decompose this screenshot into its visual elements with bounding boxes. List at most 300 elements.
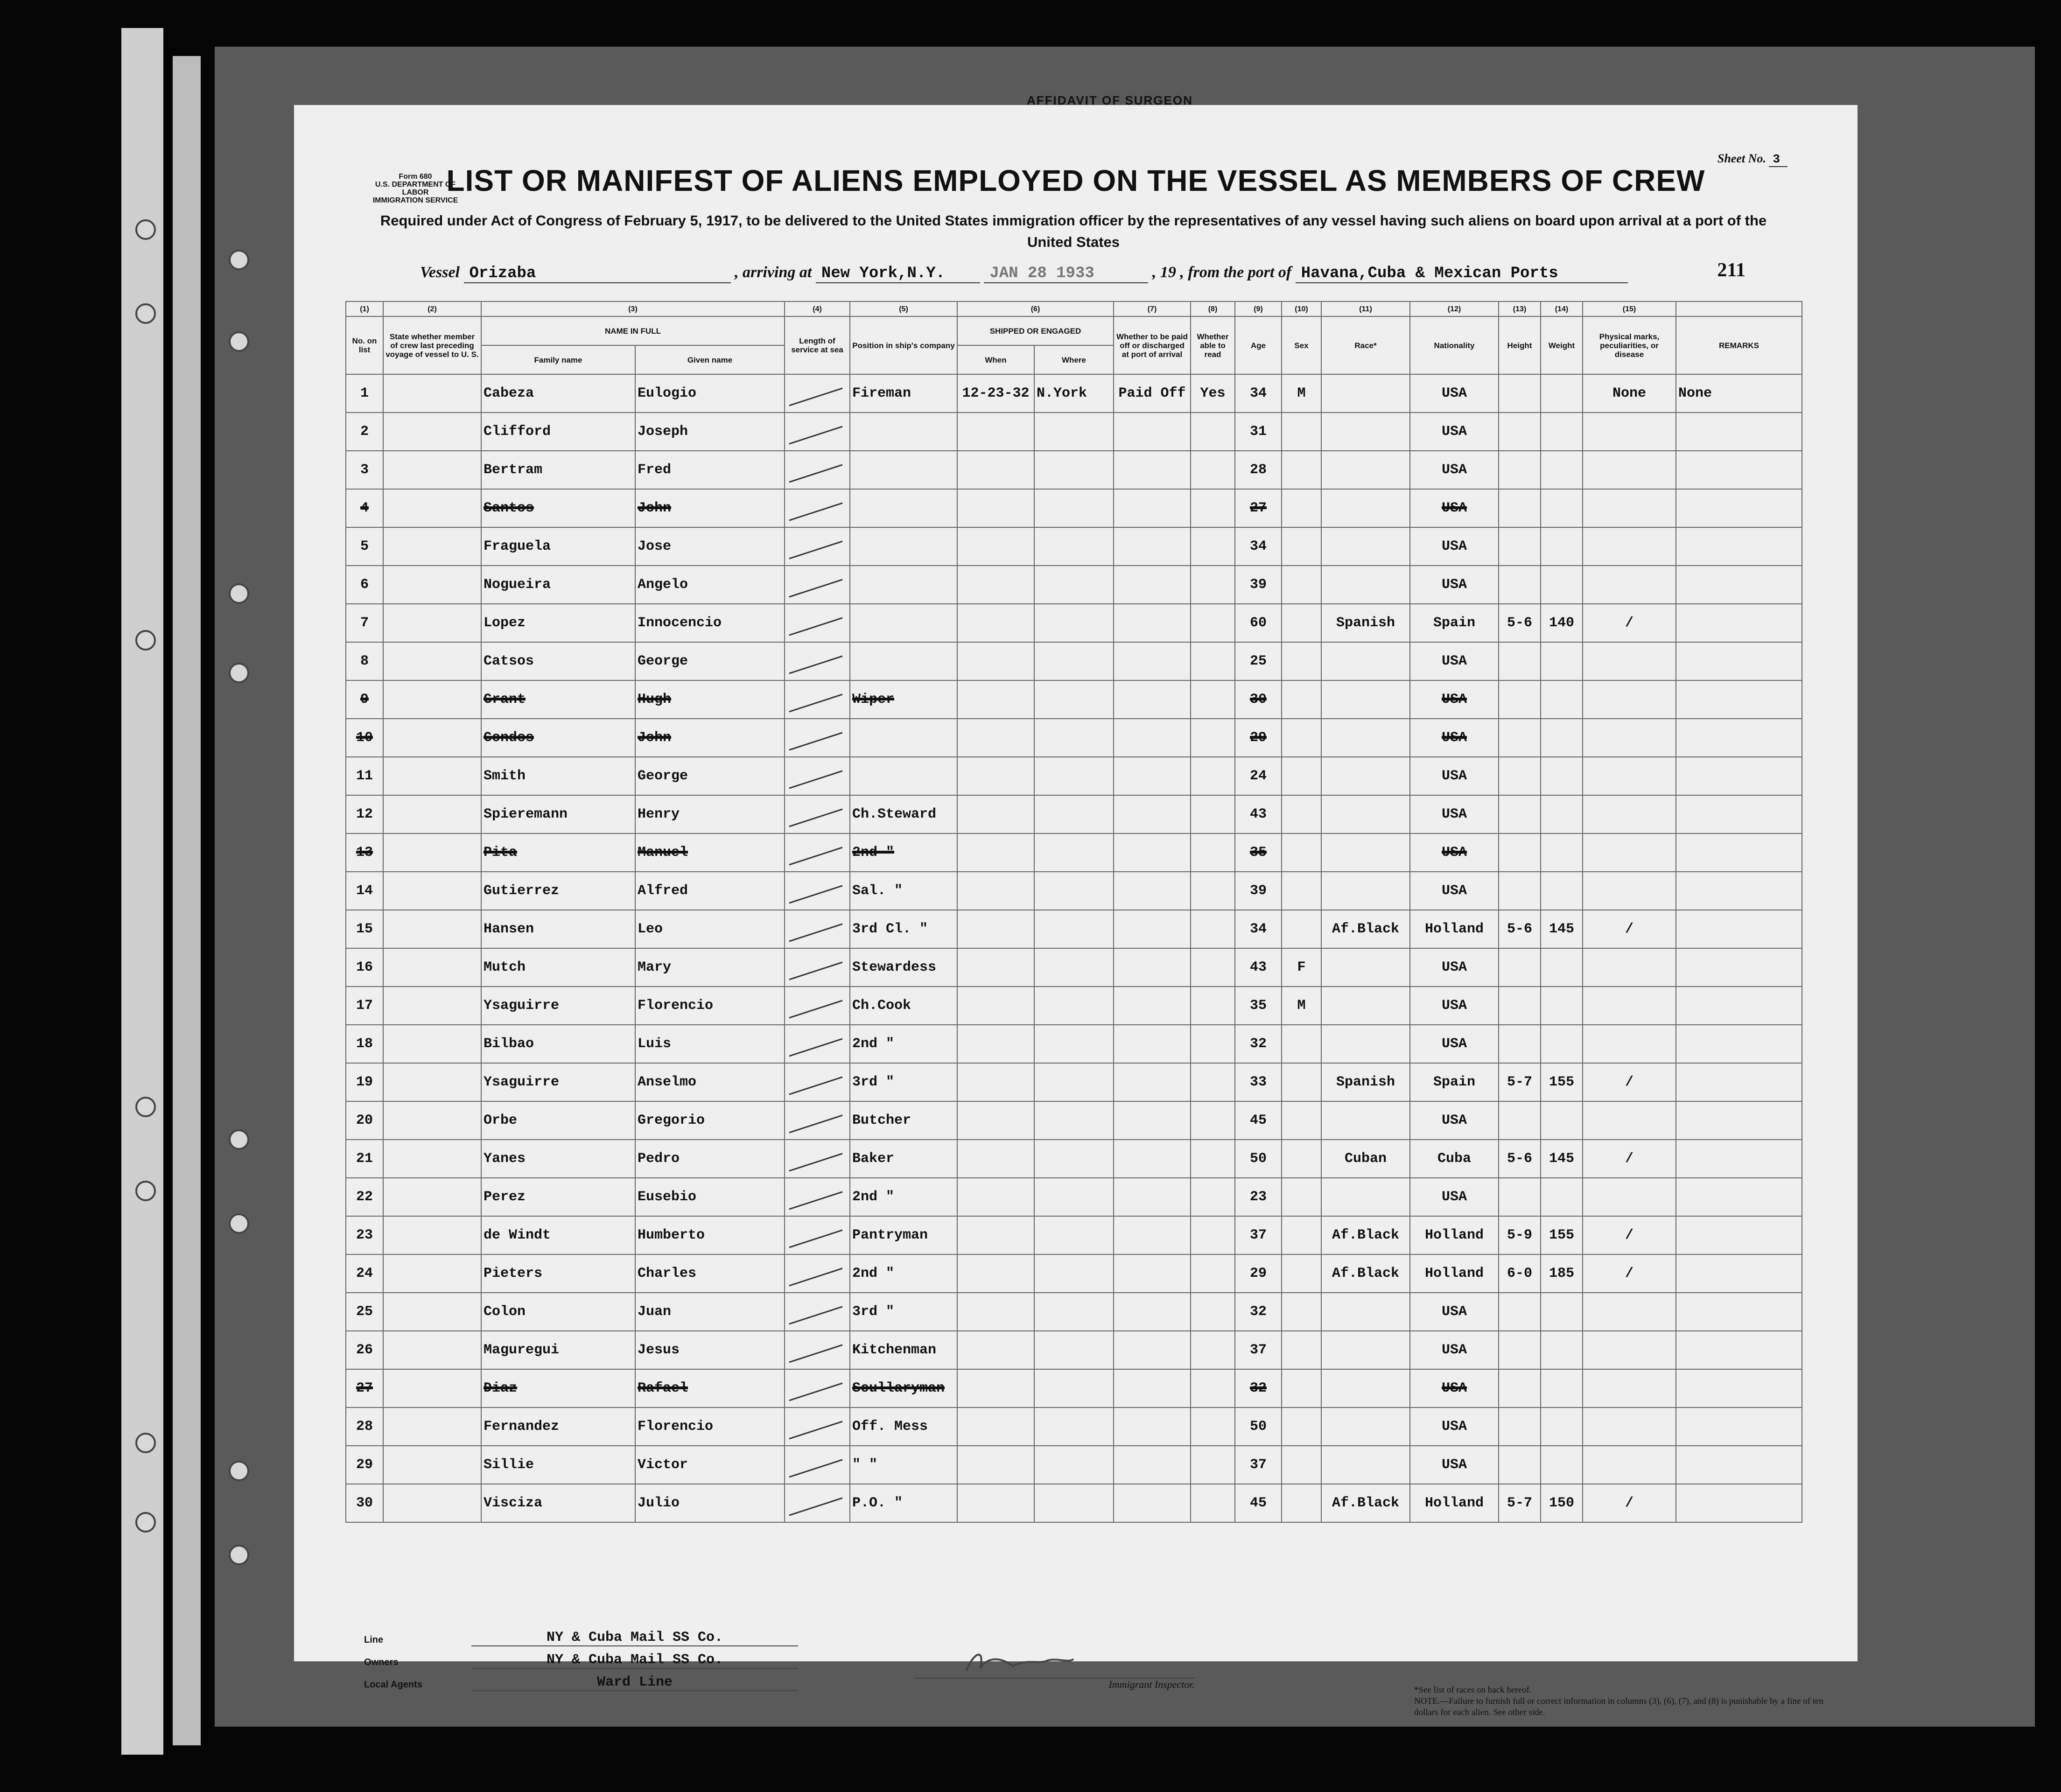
arriving-label: , arriving at <box>735 264 812 281</box>
form-number: Form 680 <box>399 173 432 181</box>
paid-off <box>1114 489 1191 527</box>
shipped-when <box>957 1484 1034 1522</box>
able-to-read <box>1191 1101 1235 1140</box>
sex: F <box>1282 948 1321 987</box>
length-of-service <box>785 987 850 1025</box>
given-name: Florencio <box>635 1407 785 1446</box>
remarks <box>1676 1216 1802 1254</box>
physical-marks <box>1583 987 1676 1025</box>
weight <box>1541 1101 1583 1140</box>
able-to-read <box>1191 872 1235 910</box>
able-to-read <box>1191 719 1235 757</box>
able-to-read <box>1191 1025 1235 1063</box>
affidavit-heading: AFFIDAVIT OF SURGEON <box>1027 93 1193 107</box>
state-cell <box>383 833 481 872</box>
position: Off. Mess <box>850 1407 957 1446</box>
length-of-service <box>785 413 850 451</box>
physical-marks <box>1583 833 1676 872</box>
length-of-service <box>785 604 850 642</box>
position <box>850 719 957 757</box>
race <box>1321 1369 1410 1407</box>
height <box>1499 413 1541 451</box>
shipped-when <box>957 910 1034 948</box>
shipped-where <box>1034 1407 1114 1446</box>
race <box>1321 527 1410 566</box>
length-of-service <box>785 566 850 604</box>
remarks <box>1676 1484 1802 1522</box>
table-row <box>346 527 1802 566</box>
age: 45 <box>1235 1484 1282 1522</box>
age: 29 <box>1235 719 1282 757</box>
nationality: USA <box>1410 872 1499 910</box>
age: 37 <box>1235 1216 1282 1254</box>
length-of-service <box>785 795 850 833</box>
length-of-service <box>785 1369 850 1407</box>
physical-marks <box>1583 1331 1676 1369</box>
remarks <box>1676 1254 1802 1293</box>
weight <box>1541 719 1583 757</box>
header-race: Race* <box>1321 316 1410 374</box>
family-name: Nogueira <box>481 566 635 604</box>
age: 29 <box>1235 1254 1282 1293</box>
family-name: Sillie <box>481 1446 635 1484</box>
sex <box>1282 872 1321 910</box>
nationality: USA <box>1410 1331 1499 1369</box>
given-name: Luis <box>635 1025 785 1063</box>
paid-off <box>1114 987 1191 1025</box>
state-cell <box>383 872 481 910</box>
length-of-service <box>785 872 850 910</box>
shipped-when <box>957 795 1034 833</box>
length-of-service <box>785 527 850 566</box>
family-name: Gutierrez <box>481 872 635 910</box>
service-name: IMMIGRATION SERVICE <box>372 196 458 204</box>
position: Baker <box>850 1140 957 1178</box>
shipped-when <box>957 566 1034 604</box>
sex <box>1282 604 1321 642</box>
state-cell <box>383 1484 481 1522</box>
position: Fireman <box>850 374 957 413</box>
table-row <box>346 795 1802 833</box>
length-of-service <box>785 757 850 795</box>
position: 2nd " <box>850 1025 957 1063</box>
physical-marks <box>1583 527 1676 566</box>
able-to-read <box>1191 948 1235 987</box>
table-row <box>346 604 1802 642</box>
header-sex: Sex <box>1282 316 1321 374</box>
family-name: Lopez <box>481 604 635 642</box>
weight <box>1541 1369 1583 1407</box>
shipped-when <box>957 1407 1034 1446</box>
paid-off <box>1114 1293 1191 1331</box>
age: 28 <box>1235 451 1282 489</box>
age: 43 <box>1235 795 1282 833</box>
given-name: Victor <box>635 1446 785 1484</box>
paid-off <box>1114 1369 1191 1407</box>
sex <box>1282 1025 1321 1063</box>
age: 37 <box>1235 1331 1282 1369</box>
table-row <box>346 1484 1802 1522</box>
table-row <box>346 1140 1802 1178</box>
race <box>1321 374 1410 413</box>
remarks <box>1676 604 1802 642</box>
shipped-when <box>957 680 1034 719</box>
remarks <box>1676 1293 1802 1331</box>
binder-hole <box>135 1433 156 1453</box>
shipped-where <box>1034 795 1114 833</box>
table-row <box>346 1063 1802 1101</box>
length-of-service <box>785 1025 850 1063</box>
row-number: 8 <box>346 642 383 680</box>
signature-scribble <box>915 1645 1195 1678</box>
state-cell <box>383 680 481 719</box>
state-cell <box>383 1178 481 1216</box>
shipped-where <box>1034 1178 1114 1216</box>
table-row <box>346 642 1802 680</box>
binder-hole <box>229 250 249 270</box>
length-of-service <box>785 1293 850 1331</box>
height: 6-0 <box>1499 1254 1541 1293</box>
header-physical: Physical marks, peculiarities, or disease <box>1583 316 1676 374</box>
position <box>850 527 957 566</box>
table-row <box>346 833 1802 872</box>
physical-marks <box>1583 642 1676 680</box>
length-of-service <box>785 1254 850 1293</box>
position: Wiper <box>850 680 957 719</box>
paid-off <box>1114 833 1191 872</box>
paid-off <box>1114 1101 1191 1140</box>
shipped-where <box>1034 642 1114 680</box>
weight <box>1541 642 1583 680</box>
sex <box>1282 1331 1321 1369</box>
weight <box>1541 1331 1583 1369</box>
shipped-when <box>957 1140 1034 1178</box>
remarks <box>1676 872 1802 910</box>
shipped-when <box>957 1101 1034 1140</box>
table-row <box>346 1293 1802 1331</box>
state-cell <box>383 489 481 527</box>
row-number: 11 <box>346 757 383 795</box>
department-name: U.S. DEPARTMENT OF LABOR <box>375 181 456 196</box>
table-row <box>346 1216 1802 1254</box>
shipped-where <box>1034 1254 1114 1293</box>
able-to-read <box>1191 1407 1235 1446</box>
header-length: Length of service at sea <box>785 316 850 374</box>
physical-marks: / <box>1583 1063 1676 1101</box>
able-to-read <box>1191 1446 1235 1484</box>
able-to-read <box>1191 489 1235 527</box>
sex <box>1282 566 1321 604</box>
binder-hole <box>229 1129 249 1150</box>
header-position: Position in ship's company <box>850 316 957 374</box>
paid-off <box>1114 642 1191 680</box>
header-family-name: Family name <box>481 345 635 374</box>
col-num-5: (5) <box>850 301 957 316</box>
physical-marks <box>1583 948 1676 987</box>
weight <box>1541 795 1583 833</box>
shipped-where <box>1034 1063 1114 1101</box>
remarks <box>1676 680 1802 719</box>
row-number: 14 <box>346 872 383 910</box>
able-to-read <box>1191 1216 1235 1254</box>
col-num-12: (12) <box>1410 301 1499 316</box>
binder-hole <box>229 331 249 352</box>
age: 34 <box>1235 374 1282 413</box>
shipped-where <box>1034 680 1114 719</box>
given-name: Jesus <box>635 1331 785 1369</box>
given-name: Hugh <box>635 680 785 719</box>
nationality: USA <box>1410 795 1499 833</box>
able-to-read <box>1191 1369 1235 1407</box>
binder-hole <box>229 663 249 683</box>
state-cell <box>383 1254 481 1293</box>
race <box>1321 1025 1410 1063</box>
position: Ch.Cook <box>850 987 957 1025</box>
height <box>1499 987 1541 1025</box>
length-of-service <box>785 910 850 948</box>
position: P.O. " <box>850 1484 957 1522</box>
sex <box>1282 1407 1321 1446</box>
nationality: USA <box>1410 833 1499 872</box>
physical-marks <box>1583 872 1676 910</box>
header-state: State whether member of crew last preceding voyage of vessel to U. S. <box>383 316 481 374</box>
state-cell <box>383 1407 481 1446</box>
sex <box>1282 1293 1321 1331</box>
family-name: Mutch <box>481 948 635 987</box>
length-of-service <box>785 1446 850 1484</box>
nationality: USA <box>1410 1293 1499 1331</box>
table-row <box>346 1369 1802 1407</box>
shipped-when: 12-23-32 <box>957 374 1034 413</box>
state-cell <box>383 719 481 757</box>
remarks <box>1676 413 1802 451</box>
agents-label: Local Agents <box>364 1680 422 1690</box>
shipped-where <box>1034 527 1114 566</box>
position: Scullaryman <box>850 1369 957 1407</box>
row-number: 29 <box>346 1446 383 1484</box>
remarks <box>1676 1025 1802 1063</box>
row-number: 20 <box>346 1101 383 1140</box>
family-name: Perez <box>481 1178 635 1216</box>
row-number: 23 <box>346 1216 383 1254</box>
age: 35 <box>1235 833 1282 872</box>
remarks <box>1676 757 1802 795</box>
remarks: None <box>1676 374 1802 413</box>
weight <box>1541 680 1583 719</box>
row-number: 26 <box>346 1331 383 1369</box>
family-name: Ysaguirre <box>481 987 635 1025</box>
nationality: USA <box>1410 757 1499 795</box>
remarks <box>1676 642 1802 680</box>
race <box>1321 948 1410 987</box>
vessel-name: Orizaba <box>464 265 731 283</box>
height <box>1499 1293 1541 1331</box>
position <box>850 489 957 527</box>
position: Pantryman <box>850 1216 957 1254</box>
given-name: Rafael <box>635 1369 785 1407</box>
position: Sal. " <box>850 872 957 910</box>
physical-marks <box>1583 719 1676 757</box>
shipped-where <box>1034 413 1114 451</box>
weight <box>1541 948 1583 987</box>
remarks <box>1676 833 1802 872</box>
state-cell <box>383 948 481 987</box>
nationality: USA <box>1410 527 1499 566</box>
state-cell <box>383 1063 481 1101</box>
from-label: , from the port of <box>1180 264 1292 281</box>
race <box>1321 719 1410 757</box>
able-to-read <box>1191 566 1235 604</box>
physical-marks <box>1583 1293 1676 1331</box>
family-name: Pieters <box>481 1254 635 1293</box>
weight: 145 <box>1541 910 1583 948</box>
height <box>1499 1446 1541 1484</box>
shipped-when <box>957 833 1034 872</box>
remarks <box>1676 1407 1802 1446</box>
length-of-service <box>785 1101 850 1140</box>
physical-marks <box>1583 795 1676 833</box>
nationality: USA <box>1410 451 1499 489</box>
position: Kitchenman <box>850 1331 957 1369</box>
header-given-name: Given name <box>635 345 785 374</box>
shipped-when <box>957 1446 1034 1484</box>
binder-hole <box>229 1213 249 1234</box>
able-to-read <box>1191 1254 1235 1293</box>
weight <box>1541 527 1583 566</box>
able-to-read <box>1191 604 1235 642</box>
physical-marks <box>1583 1101 1676 1140</box>
col-num-7: (7) <box>1114 301 1191 316</box>
nationality: USA <box>1410 566 1499 604</box>
length-of-service <box>785 833 850 872</box>
given-name: Eulogio <box>635 374 785 413</box>
paid-off <box>1114 451 1191 489</box>
row-number: 18 <box>346 1025 383 1063</box>
shipped-where <box>1034 1101 1114 1140</box>
height <box>1499 642 1541 680</box>
row-number: 9 <box>346 680 383 719</box>
shipped-when <box>957 1293 1034 1331</box>
table-row <box>346 413 1802 451</box>
race <box>1321 795 1410 833</box>
length-of-service <box>785 1140 850 1178</box>
height <box>1499 795 1541 833</box>
row-number: 28 <box>346 1407 383 1446</box>
row-number: 19 <box>346 1063 383 1101</box>
table-row <box>346 1407 1802 1446</box>
table-row <box>346 719 1802 757</box>
shipped-where <box>1034 566 1114 604</box>
col-num-11: (11) <box>1321 301 1410 316</box>
able-to-read <box>1191 642 1235 680</box>
sex <box>1282 451 1321 489</box>
age: 39 <box>1235 566 1282 604</box>
sex <box>1282 1063 1321 1101</box>
race <box>1321 757 1410 795</box>
height <box>1499 680 1541 719</box>
nationality: Holland <box>1410 910 1499 948</box>
height: 5-7 <box>1499 1484 1541 1522</box>
length-of-service <box>785 489 850 527</box>
paid-off <box>1114 719 1191 757</box>
able-to-read <box>1191 1484 1235 1522</box>
state-cell <box>383 910 481 948</box>
height <box>1499 1331 1541 1369</box>
state-cell <box>383 795 481 833</box>
age: 60 <box>1235 604 1282 642</box>
nationality: USA <box>1410 719 1499 757</box>
year-label: , 19 <box>1152 264 1176 281</box>
physical-marks <box>1583 451 1676 489</box>
weight: 185 <box>1541 1254 1583 1293</box>
physical-marks: / <box>1583 1254 1676 1293</box>
remarks <box>1676 1140 1802 1178</box>
able-to-read <box>1191 680 1235 719</box>
remarks <box>1676 795 1802 833</box>
race: Af.Black <box>1321 1484 1410 1522</box>
weight <box>1541 566 1583 604</box>
family-name: Maguregui <box>481 1331 635 1369</box>
weight: 140 <box>1541 604 1583 642</box>
family-name: Orbe <box>481 1101 635 1140</box>
shipped-when <box>957 604 1034 642</box>
length-of-service <box>785 1063 850 1101</box>
state-cell <box>383 413 481 451</box>
row-number: 27 <box>346 1369 383 1407</box>
family-name: Cabeza <box>481 374 635 413</box>
paid-off <box>1114 1331 1191 1369</box>
col-num-15: (15) <box>1583 301 1676 316</box>
left-film-strip <box>121 28 163 1755</box>
given-name: Charles <box>635 1254 785 1293</box>
able-to-read <box>1191 833 1235 872</box>
row-number: 4 <box>346 489 383 527</box>
row-number: 21 <box>346 1140 383 1178</box>
position: 2nd " <box>850 1178 957 1216</box>
paid-off <box>1114 527 1191 566</box>
state-cell <box>383 642 481 680</box>
sex <box>1282 1216 1321 1254</box>
line-value: NY & Cuba Mail SS Co. <box>471 1630 798 1646</box>
height <box>1499 1407 1541 1446</box>
row-number: 16 <box>346 948 383 987</box>
remarks <box>1676 987 1802 1025</box>
table-row <box>346 680 1802 719</box>
physical-marks <box>1583 566 1676 604</box>
given-name: Fred <box>635 451 785 489</box>
binder-hole <box>135 630 156 651</box>
physical-marks: / <box>1583 604 1676 642</box>
family-name: Bilbao <box>481 1025 635 1063</box>
race <box>1321 1101 1410 1140</box>
given-name: Manuel <box>635 833 785 872</box>
height <box>1499 719 1541 757</box>
shipped-when <box>957 527 1034 566</box>
shipped-where <box>1034 1446 1114 1484</box>
col-num-4: (4) <box>785 301 850 316</box>
weight <box>1541 413 1583 451</box>
physical-marks: None <box>1583 374 1676 413</box>
state-cell <box>383 1446 481 1484</box>
inspector-signature <box>915 1645 1195 1679</box>
row-number: 7 <box>346 604 383 642</box>
state-cell <box>383 374 481 413</box>
sex <box>1282 1446 1321 1484</box>
given-name: Gregorio <box>635 1101 785 1140</box>
row-number: 17 <box>346 987 383 1025</box>
shipped-when <box>957 1025 1034 1063</box>
left-film-strip-2 <box>173 56 201 1745</box>
